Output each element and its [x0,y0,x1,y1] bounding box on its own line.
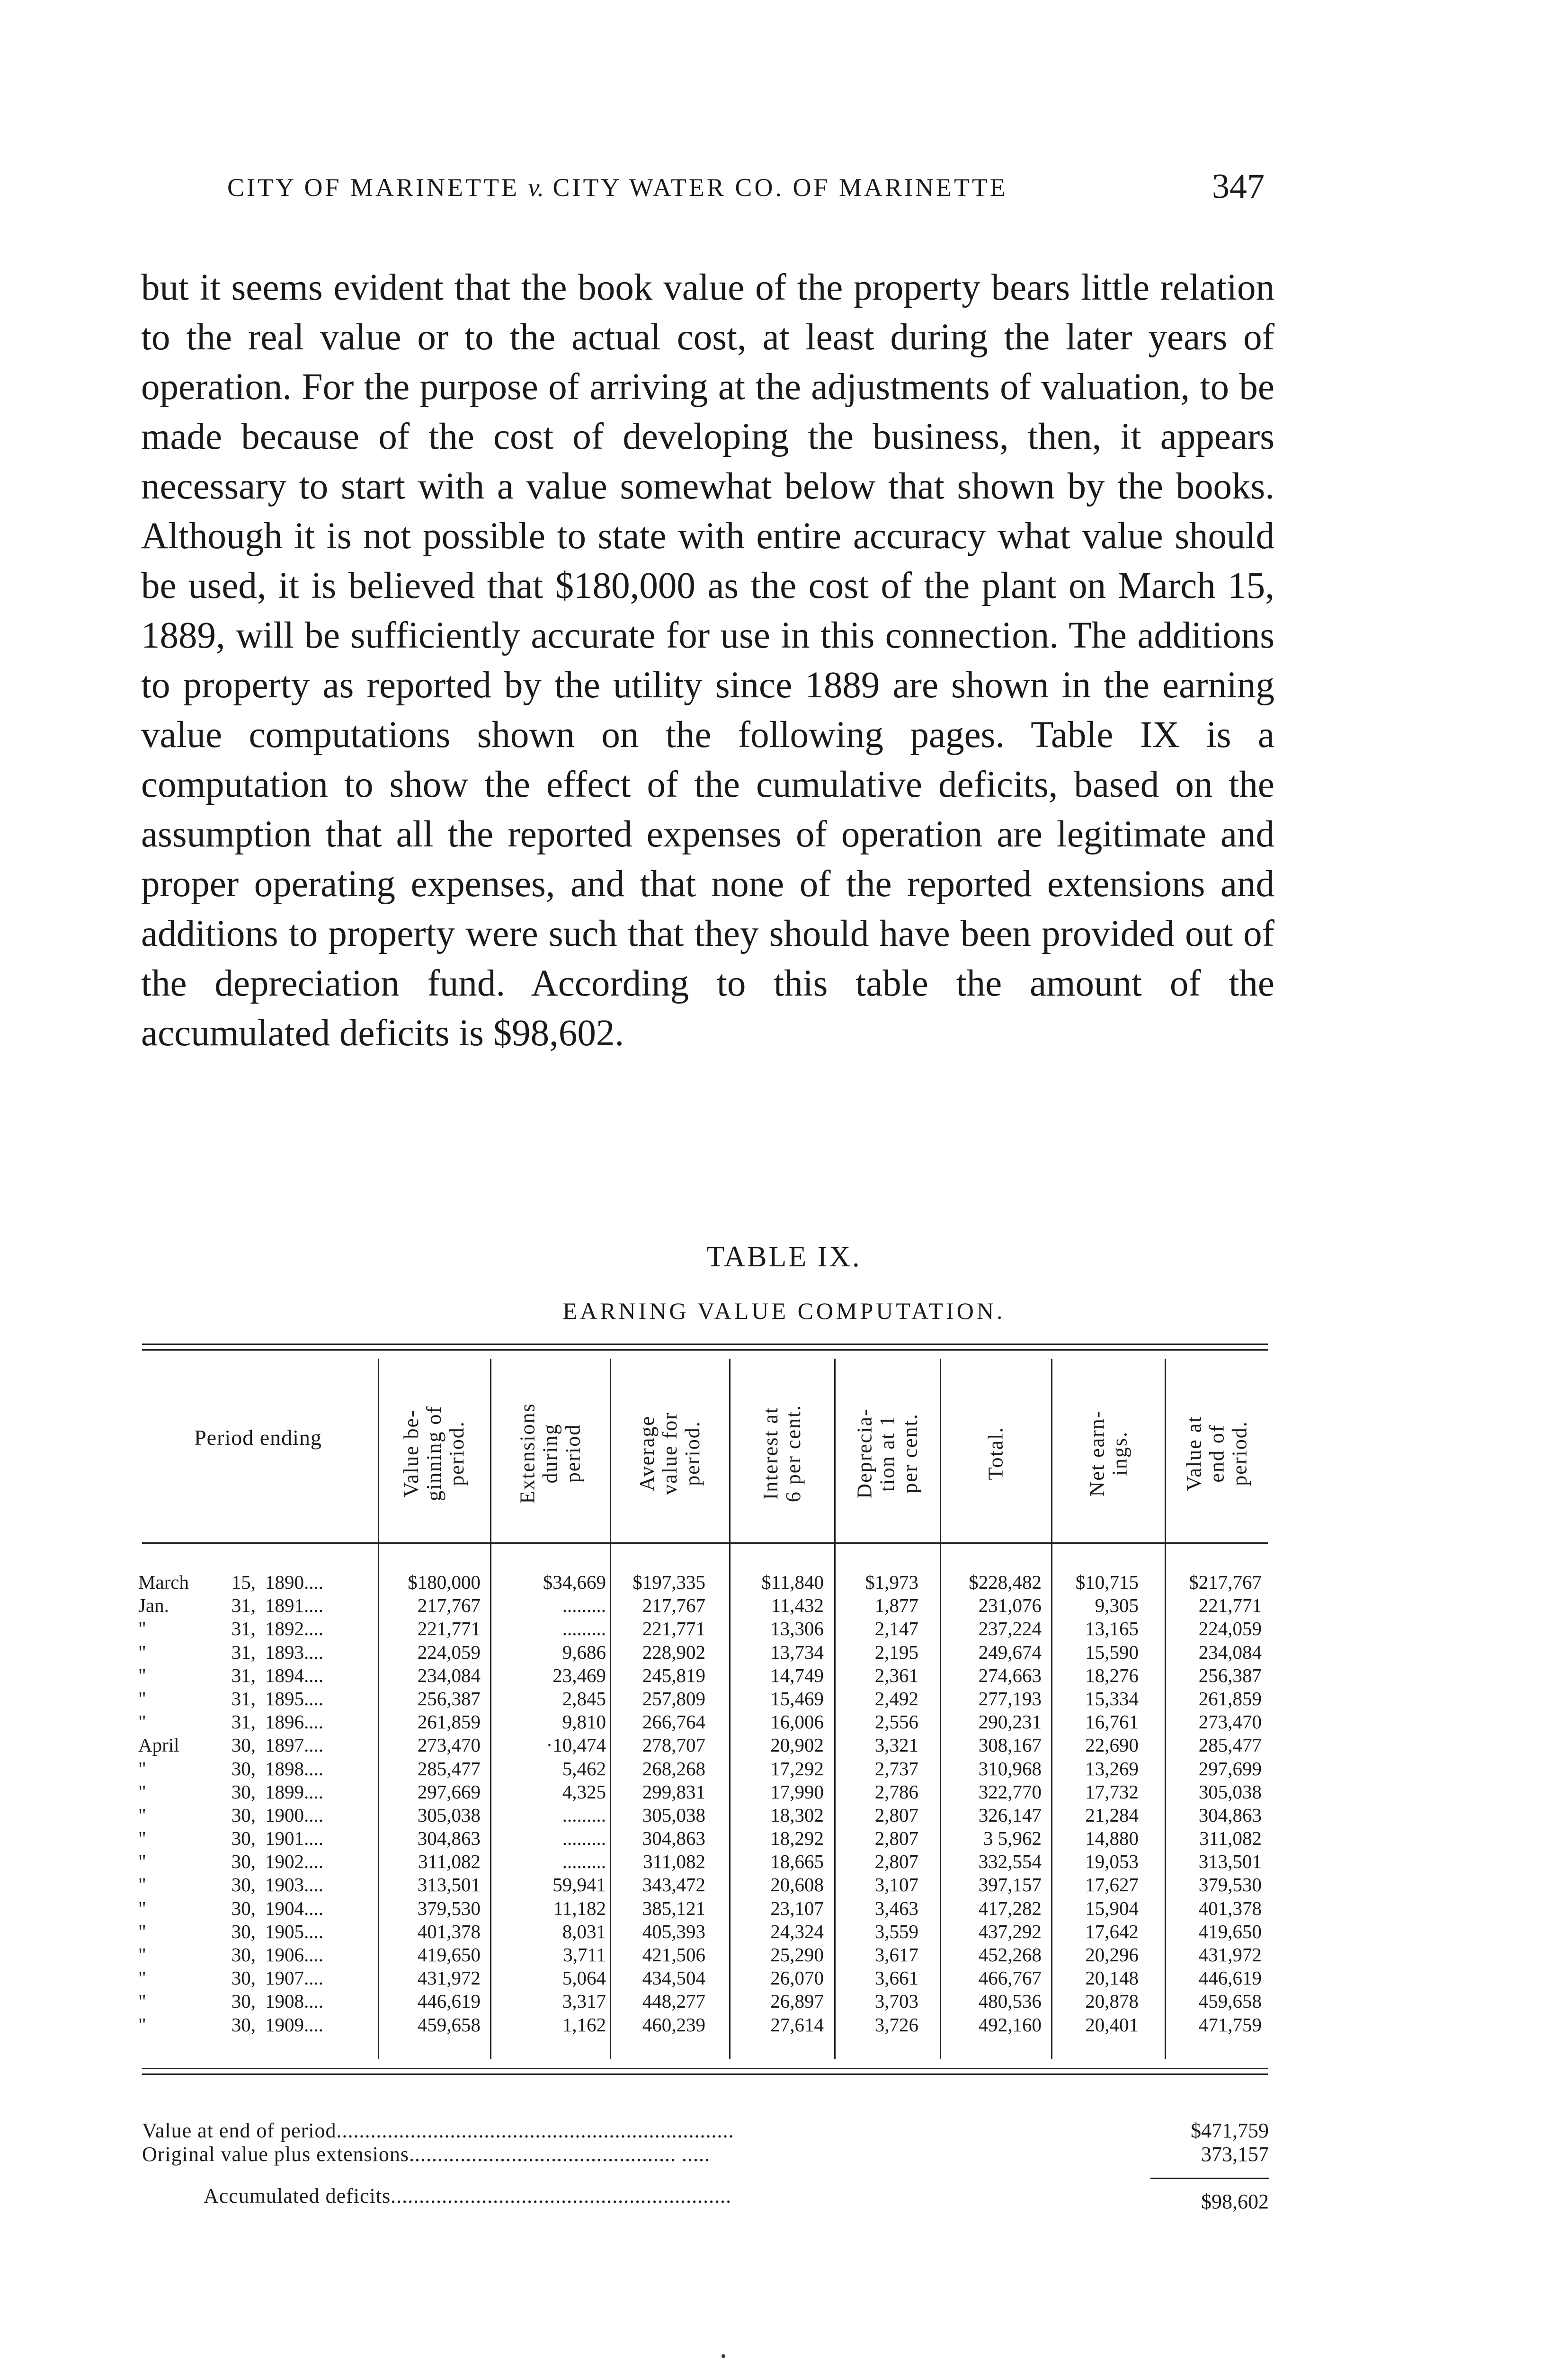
cell-average-value: 245,819 [642,1664,705,1686]
cell-extensions: 8,031 [562,1920,606,1942]
cell-day: 30, [231,1967,256,1989]
cell-value-beginning: 221,771 [417,1618,481,1640]
cell-interest: 18,302 [770,1804,824,1826]
table-row [0,1641,1568,1664]
cell-value-beginning: 419,650 [417,1944,481,1966]
cell-depreciation: 2,807 [874,1827,918,1850]
cell-day: 30, [231,1874,256,1896]
column-header-extensions [491,1368,610,1539]
cell-extensions: 11,182 [553,1897,606,1919]
cell-value-beginning: 285,477 [417,1757,481,1780]
cell-average-value: 305,038 [642,1804,705,1826]
cell-interest: 20,902 [770,1734,824,1756]
cell-total: 437,292 [978,1920,1042,1942]
cell-depreciation: 3,463 [874,1897,918,1919]
cell-value-beginning: 431,972 [417,1967,481,1989]
cell-depreciation: 3,726 [874,2013,918,2036]
cell-day: 30, [231,2013,256,2036]
cell-value-end: 221,771 [1198,1594,1262,1617]
cell-extensions: $34,669 [543,1571,606,1593]
print-mark [722,2354,725,2358]
cell-month: " [138,1687,146,1709]
cell-year: 1900.... [265,1804,323,1826]
cell-value-beginning: 273,470 [417,1734,481,1756]
cell-total: 332,554 [978,1851,1042,1873]
cell-depreciation: 3,661 [874,1967,918,1989]
cell-year: 1902.... [265,1851,323,1873]
cell-depreciation: 3,703 [874,1990,918,2012]
column-header-label: Extensions during period [516,1403,585,1504]
cell-total: 308,167 [978,1734,1042,1756]
cell-interest: 25,290 [770,1944,824,1966]
cell-net-earnings: 22,690 [1085,1734,1139,1756]
cell-extensions: 59,941 [552,1874,606,1896]
cell-average-value: 304,863 [642,1827,705,1850]
cell-total: 249,674 [978,1641,1042,1663]
summary-value-end-amount: $471,759 [1191,2119,1269,2142]
header-title-left: CITY OF MARINETTE [227,173,528,202]
cell-value-beginning: 401,378 [417,1920,481,1942]
cell-average-value: 278,707 [642,1734,705,1756]
cell-year: 1903.... [265,1874,323,1896]
body-paragraph: but it seems evident that the book value of the property bears little relation to the real value or to the actual cost, at least during the later years of operation. For the purpose of arriving at the adjustments of valuation, to be made because of the cost of developing the business, then, it appears necessary to start with a value somewhat below that shown by the books. Although it is not possible to state with entire accuracy what value should be used, it is believed that $180,000 as the cost of the plant on March 15, 1889, will be sufficiently accurate for use in this connection. The additions to property as reported by the utility since 1889 are shown in the earning value computations shown on the following pages. Table IX is a computation to show the effect of the cumulative deficits, based on the assumption that all the reported expenses of operation are legitimate and proper operating expenses, and that none of the reported extensions and additions to property were such that they should have been provided out of the depreciation fund. According to this table the amount of the accumulated deficits is $98,602. [141,267,1274,1054]
cell-total: 310,968 [978,1757,1042,1780]
table-row [0,1734,1568,1757]
table-row [0,1897,1568,1920]
cell-depreciation: $1,973 [865,1571,918,1593]
cell-day: 30, [231,1780,256,1803]
table-row [0,1827,1568,1850]
cell-extensions: 1,162 [562,2013,606,2036]
cell-month: " [138,1757,146,1780]
cell-value-end: $217,767 [1189,1571,1262,1593]
header-title-v: v. [528,173,544,202]
table-row [0,1943,1568,1967]
cell-day: 31, [231,1641,256,1663]
cell-year: 1909.... [265,2013,323,2036]
column-header-value-beginning [379,1368,490,1539]
summary-deficits-label: Accumulated deficits............................................................ [204,2184,732,2207]
table-row [0,1780,1568,1804]
cell-day: 31, [231,1711,256,1733]
cell-depreciation: 2,737 [874,1757,918,1780]
cell-value-end: 401,378 [1198,1897,1262,1919]
cell-month: " [138,1618,146,1640]
running-header [227,173,1283,202]
cell-value-end: 297,699 [1198,1757,1262,1780]
column-header-depreciation [835,1368,940,1539]
page-number: 347 [1212,167,1265,206]
cell-interest: 16,006 [770,1711,824,1733]
table-row [0,2013,1568,2037]
cell-net-earnings: 15,590 [1085,1641,1139,1663]
cell-year: 1892.... [265,1618,323,1640]
cell-average-value: 228,902 [642,1641,705,1663]
table-row [0,1920,1568,1943]
cell-year: 1907.... [265,1967,323,1989]
column-header-label: Value be- ginning of period. [400,1405,469,1502]
cell-day: 31, [231,1687,256,1709]
cell-interest: $11,840 [761,1571,824,1593]
cell-depreciation: 2,492 [874,1687,918,1709]
cell-net-earnings: 20,878 [1085,1990,1139,2012]
cell-extensions: ......... [562,1804,606,1826]
cell-value-end: 285,477 [1198,1734,1262,1756]
cell-depreciation: 3,617 [874,1944,918,1966]
cell-depreciation: 2,807 [874,1851,918,1873]
cell-extensions: 3,711 [563,1944,606,1966]
cell-value-beginning: $180,000 [408,1571,481,1593]
cell-net-earnings: 9,305 [1095,1594,1139,1617]
cell-day: 30, [231,1757,256,1780]
cell-year: 1891.... [265,1594,323,1617]
cell-year: 1899.... [265,1780,323,1803]
cell-day: 30, [231,1827,256,1850]
cell-value-end: 313,501 [1198,1851,1262,1873]
column-header-label: Value at end of period. [1182,1415,1251,1491]
table-header-rule [142,1542,1268,1544]
cell-interest: 13,734 [770,1641,824,1663]
cell-year: 1894.... [265,1664,323,1686]
column-header-label: Interest at 6 per cent. [759,1404,805,1503]
column-header-label: Total. [984,1426,1007,1480]
cell-month: " [138,1920,146,1942]
cell-value-end: 304,863 [1198,1804,1262,1826]
cell-day: 31, [231,1594,256,1617]
table-row [0,1617,1568,1640]
cell-average-value: 299,831 [642,1780,705,1803]
table-row [0,1710,1568,1734]
cell-extensions: 9,810 [562,1711,606,1733]
cell-month: " [138,1827,146,1850]
summary-rule [1150,2178,1269,2179]
table-top-rule-2 [142,1349,1268,1351]
cell-net-earnings: 15,334 [1085,1687,1139,1709]
table-row [0,1687,1568,1710]
cell-average-value: 311,082 [643,1851,705,1873]
column-header-net-earnings [1052,1368,1165,1539]
cell-depreciation: 2,556 [874,1711,918,1733]
cell-day: 31, [231,1664,256,1686]
cell-average-value: 257,809 [642,1687,705,1709]
table-row [0,1850,1568,1873]
cell-interest: 27,614 [770,2013,824,2036]
cell-interest: 23,107 [770,1897,824,1919]
table-subtitle: EARNING VALUE COMPUTATION. [562,1298,1006,1324]
cell-month: " [138,1990,146,2012]
cell-net-earnings: 15,904 [1085,1897,1139,1919]
cell-month: March [138,1571,189,1593]
header-title-right: CITY WATER CO. OF MARINETTE [543,173,1008,202]
cell-total: 466,767 [978,1967,1042,1989]
cell-total: 397,157 [978,1874,1042,1896]
table-row [0,1873,1568,1896]
cell-interest: 11,432 [771,1594,824,1617]
column-header-total [941,1368,1051,1539]
cell-value-end: 261,859 [1198,1687,1262,1709]
summary-value-end-label: Value at end of period...................................................................... [142,2119,734,2142]
cell-interest: 15,469 [770,1687,824,1709]
cell-value-beginning: 261,859 [417,1711,481,1733]
cell-depreciation: 3,107 [874,1874,918,1896]
cell-net-earnings: 17,642 [1085,1920,1139,1942]
cell-net-earnings: 16,761 [1085,1711,1139,1733]
cell-net-earnings: 18,276 [1085,1664,1139,1686]
cell-average-value: 448,277 [642,1990,705,2012]
cell-value-end: 311,082 [1199,1827,1262,1850]
cell-average-value: $197,335 [633,1571,705,1593]
cell-interest: 18,292 [770,1827,824,1850]
cell-depreciation: 2,147 [874,1618,918,1640]
cell-extensions: 2,845 [562,1687,606,1709]
cell-total: 417,282 [978,1897,1042,1919]
cell-depreciation: 3,559 [874,1920,918,1942]
cell-depreciation: 2,361 [874,1664,918,1686]
summary-deficits-amount: $98,602 [1201,2190,1269,2213]
table-top-rule [142,1344,1268,1345]
cell-year: 1908.... [265,1990,323,2012]
cell-net-earnings: 20,296 [1085,1944,1139,1966]
cell-year: 1897.... [265,1734,323,1756]
cell-extensions: 4,325 [562,1780,606,1803]
cell-month: " [138,1641,146,1663]
cell-interest: 17,990 [770,1780,824,1803]
cell-month: Jan. [138,1594,169,1617]
cell-month: " [138,1804,146,1826]
table-row [0,1967,1568,1990]
cell-value-beginning: 224,059 [417,1641,481,1663]
cell-depreciation: 2,807 [874,1804,918,1826]
cell-year: 1906.... [265,1944,323,1966]
cell-day: 31, [231,1618,256,1640]
cell-day: 30, [231,1944,256,1966]
cell-year: 1901.... [265,1827,323,1850]
cell-month: " [138,2013,146,2036]
cell-extensions: ·10,474 [546,1734,606,1756]
table-row [0,1664,1568,1687]
cell-total: 237,224 [978,1618,1042,1640]
table-row [0,1571,1568,1594]
table-row [0,1757,1568,1780]
cell-extensions: ......... [562,1594,606,1617]
cell-month: " [138,1664,146,1686]
summary-original-value-amount: 373,157 [1201,2143,1269,2166]
cell-value-beginning: 446,619 [417,1990,481,2012]
cell-average-value: 385,121 [642,1897,705,1919]
cell-year: 1898.... [265,1757,323,1780]
table-body [0,1571,1568,2037]
cell-value-beginning: 379,530 [417,1897,481,1919]
cell-net-earnings: 19,053 [1085,1851,1139,1873]
cell-value-end: 256,387 [1198,1664,1262,1686]
cell-total: 290,231 [978,1711,1042,1733]
cell-interest: 24,324 [770,1920,824,1942]
cell-depreciation: 1,877 [874,1594,918,1617]
cell-depreciation: 3,321 [874,1734,918,1756]
period-ending-header: Period ending [194,1425,322,1450]
cell-depreciation: 2,195 [874,1641,918,1663]
cell-value-end: 431,972 [1198,1944,1262,1966]
cell-year: 1890.... [265,1571,323,1593]
cell-value-beginning: 217,767 [417,1594,481,1617]
cell-value-end: 446,619 [1198,1967,1262,1989]
cell-interest: 26,070 [770,1967,824,1989]
cell-value-end: 234,084 [1198,1641,1262,1663]
cell-interest: 20,608 [770,1874,824,1896]
cell-total: $228,482 [969,1571,1042,1593]
cell-value-beginning: 256,387 [417,1687,481,1709]
cell-average-value: 268,268 [642,1757,705,1780]
cell-average-value: 217,767 [642,1594,705,1617]
column-header-label: Deprecia- tion at 1 per cent. [853,1408,922,1499]
column-header-label: Net earn- ings. [1085,1410,1131,1497]
column-header-value-end [1166,1368,1268,1539]
cell-extensions: ......... [562,1851,606,1873]
column-header-label: Average value for period. [635,1412,704,1495]
cell-interest: 17,292 [770,1757,824,1780]
cell-value-beginning: 234,084 [417,1664,481,1686]
cell-total: 492,160 [978,2013,1042,2036]
cell-year: 1893.... [265,1641,323,1663]
table-row [0,1594,1568,1617]
cell-month: " [138,1944,146,1966]
cell-net-earnings: 13,165 [1085,1618,1139,1640]
cell-year: 1895.... [265,1687,323,1709]
cell-extensions: ......... [562,1618,606,1640]
table-row [0,1804,1568,1827]
cell-value-beginning: 297,669 [417,1780,481,1803]
table-row [0,1990,1568,2013]
cell-value-end: 459,658 [1198,1990,1262,2012]
cell-net-earnings: 14,880 [1085,1827,1139,1850]
cell-month: " [138,1874,146,1896]
column-header-interest [730,1368,834,1539]
cell-value-beginning: 304,863 [417,1827,481,1850]
cell-net-earnings: 17,732 [1085,1780,1139,1803]
cell-net-earnings: 21,284 [1085,1804,1139,1826]
cell-interest: 13,306 [770,1618,824,1640]
cell-day: 15, [231,1571,256,1593]
cell-average-value: 266,764 [642,1711,705,1733]
cell-net-earnings: $10,715 [1075,1571,1139,1593]
cell-value-beginning: 313,501 [417,1874,481,1896]
cell-total: 3 5,962 [983,1827,1042,1850]
cell-average-value: 221,771 [642,1618,705,1640]
cell-month: " [138,1780,146,1803]
cell-average-value: 343,472 [642,1874,705,1896]
cell-month: " [138,1897,146,1919]
table-bottom-rule-2 [142,2073,1268,2075]
cell-total: 231,076 [978,1594,1042,1617]
cell-total: 277,193 [978,1687,1042,1709]
cell-value-end: 471,759 [1198,2013,1262,2036]
cell-day: 30, [231,1990,256,2012]
cell-value-end: 224,059 [1198,1618,1262,1640]
cell-extensions: 5,064 [562,1967,606,1989]
column-header-average-value [611,1368,729,1539]
cell-average-value: 460,239 [642,2013,705,2036]
cell-year: 1904.... [265,1897,323,1919]
cell-month: " [138,1851,146,1873]
cell-extensions: 23,469 [552,1664,606,1686]
summary-original-value-label: Original value plus extensions............................................... ..... [142,2143,711,2166]
cell-value-beginning: 305,038 [417,1804,481,1826]
cell-depreciation: 2,786 [874,1780,918,1803]
cell-extensions: ......... [562,1827,606,1850]
cell-net-earnings: 20,148 [1085,1967,1139,1989]
cell-value-beginning: 311,082 [418,1851,481,1873]
cell-year: 1905.... [265,1920,323,1942]
cell-net-earnings: 13,269 [1085,1757,1139,1780]
cell-month: " [138,1711,146,1733]
cell-day: 30, [231,1920,256,1942]
cell-extensions: 5,462 [562,1757,606,1780]
cell-value-end: 379,530 [1198,1874,1262,1896]
cell-day: 30, [231,1734,256,1756]
cell-net-earnings: 20,401 [1085,2013,1139,2036]
cell-month: April [138,1734,179,1756]
cell-extensions: 9,686 [562,1641,606,1663]
table-bottom-rule [142,2068,1268,2069]
cell-value-end: 305,038 [1198,1780,1262,1803]
table-title: TABLE IX. [706,1241,862,1273]
cell-interest: 18,665 [770,1851,824,1873]
cell-month: " [138,1967,146,1989]
cell-total: 274,663 [978,1664,1042,1686]
cell-total: 326,147 [978,1804,1042,1826]
cell-average-value: 434,504 [642,1967,705,1989]
cell-total: 452,268 [978,1944,1042,1966]
cell-total: 322,770 [978,1780,1042,1803]
cell-day: 30, [231,1851,256,1873]
cell-average-value: 421,506 [642,1944,705,1966]
cell-day: 30, [231,1804,256,1826]
cell-day: 30, [231,1897,256,1919]
cell-value-beginning: 459,658 [417,2013,481,2036]
cell-interest: 26,897 [770,1990,824,2012]
cell-value-end: 273,470 [1198,1711,1262,1733]
cell-net-earnings: 17,627 [1085,1874,1139,1896]
cell-interest: 14,749 [770,1664,824,1686]
cell-extensions: 3,317 [562,1990,606,2012]
cell-year: 1896.... [265,1711,323,1733]
cell-value-end: 419,650 [1198,1920,1262,1942]
cell-average-value: 405,393 [642,1920,705,1942]
cell-total: 480,536 [978,1990,1042,2012]
